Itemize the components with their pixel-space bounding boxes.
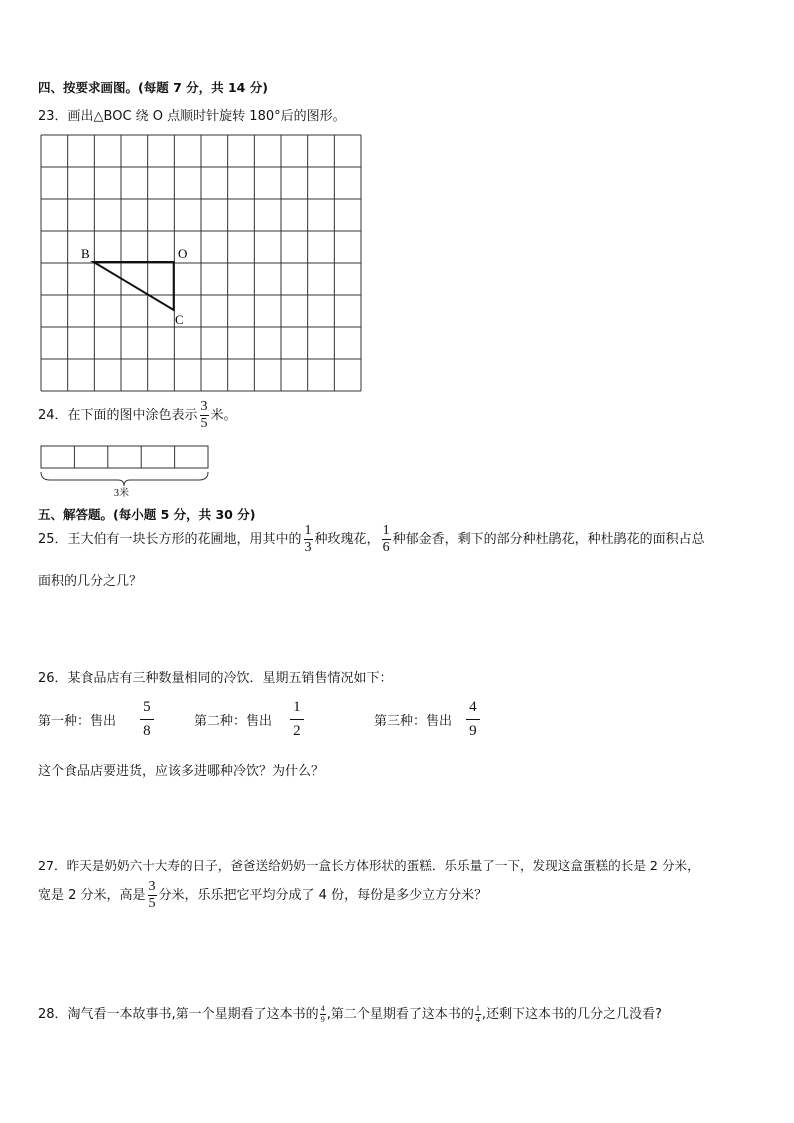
fraction-1-4: $\frac{1}{4}$ xyxy=(475,1004,480,1024)
brace xyxy=(41,472,208,486)
q26-item-2: 第二种：售出 $\frac{1}{2}$ xyxy=(194,700,306,739)
section-4-title: 四、按要求画图。(每题 7 分，共 14 分) xyxy=(38,80,268,95)
fraction-3-5: $\frac{3}{5}$ xyxy=(200,399,208,431)
fraction-4-9: $\frac{4}{9}$ xyxy=(466,700,480,739)
label-o: O xyxy=(178,246,188,261)
question-25-line-1: 25．王大伯有一块长方形的花圃地，用其中的 $\frac{1}{3}$ 种玫瑰花， $\frac{1}{6}$ 种郁金香，剩下的部分种杜鹃花，种杜鹃花的面积占总 xyxy=(38,523,705,555)
fraction-3-5: $\frac{3}{5}$ xyxy=(148,879,156,911)
fraction-1-6: $\frac{1}{6}$ xyxy=(382,523,390,555)
fraction-5-8: $\frac{5}{8}$ xyxy=(140,700,154,739)
question-26-question: 这个食品店要进货，应该多进哪种冷饮？为什么？ xyxy=(38,764,325,779)
question-25-line-2: 面积的几分之几？ xyxy=(38,574,143,589)
label-b: B xyxy=(81,246,90,261)
fraction-1-3: $\frac{1}{3}$ xyxy=(304,523,312,555)
question-27-line-1: 27．昨天是奶奶六十大寿的日子，爸爸送给奶奶一盒长方体形状的蛋糕．乐乐量了一下，发现这盒蛋糕的长是 2 分米， xyxy=(38,858,700,873)
q26-item-1: 第一种：售出 $\frac{5}{8}$ xyxy=(38,700,156,739)
strip-outline xyxy=(41,446,208,468)
question-28-text: 28．淘气看一本故事书,第一个星期看了这本书的 $\frac{4}{9}$ ,第二个星期看了这本书的 $\frac{1}{4}$ ,还剩下这本书的几分之几没看? xyxy=(38,1004,662,1024)
brace-label: 3米 xyxy=(114,488,129,499)
label-c: C xyxy=(175,312,184,327)
strip-figure xyxy=(38,444,212,500)
question-26-intro: 26．某食品店有三种数量相同的冷饮．星期五销售情况如下： xyxy=(38,671,393,686)
q26-item-3: 第三种：售出 $\frac{4}{9}$ xyxy=(374,700,482,739)
q24-prefix: 24．在下面的图中涂色表示 xyxy=(38,408,198,423)
q24-suffix: 米。 xyxy=(210,408,237,423)
fraction-1-2: $\frac{1}{2}$ xyxy=(290,700,304,739)
grid-lines xyxy=(41,135,361,391)
fraction-4-9: $\frac{4}{9}$ xyxy=(320,1004,325,1024)
question-24-text xyxy=(38,400,237,431)
question-23-text: 23．画出△BOC 绕 O 点顺时针旋转 180°后的图形。 xyxy=(38,109,346,124)
section-5-title: 五、解答题。(每小题 5 分，共 30 分) xyxy=(38,507,256,522)
triangle-boc xyxy=(94,262,174,310)
grid-figure xyxy=(40,134,362,392)
question-27-line-2: 宽是 2 分米，高是 $\frac{3}{5}$ 分米，乐乐把它平均分成了 4 份，每份是多少立方分米？ xyxy=(38,879,488,911)
